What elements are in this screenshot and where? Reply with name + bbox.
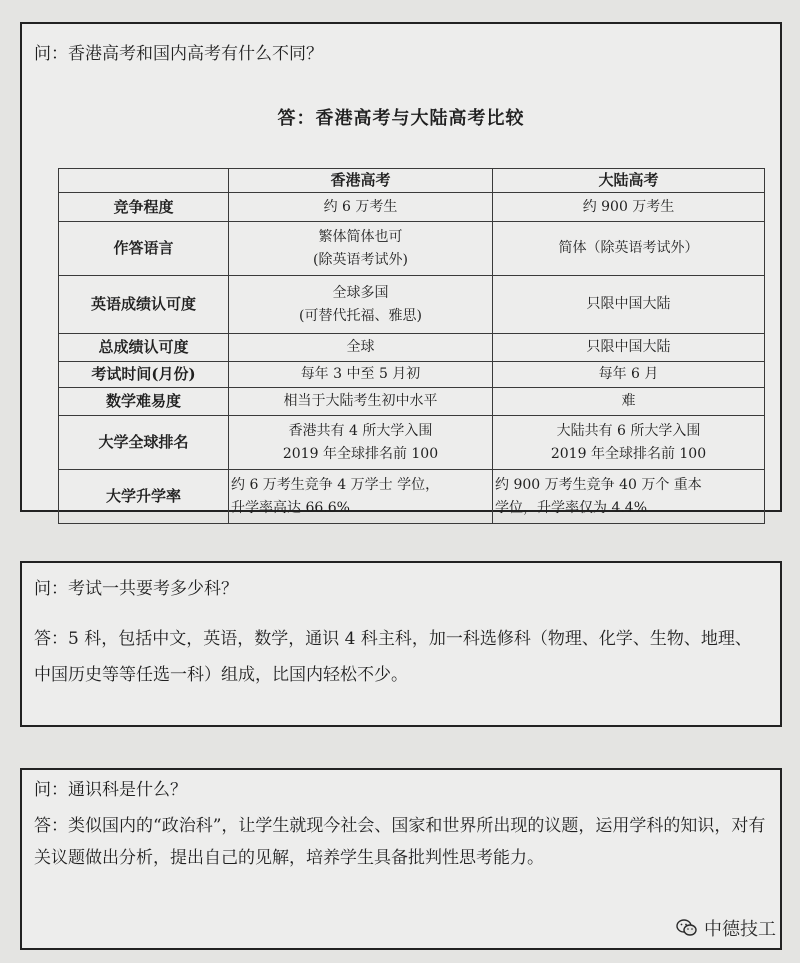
cell-line: 约 6 万考生竞争 4 万学士 学位，: [231, 476, 440, 493]
row-label: 作答语言: [59, 222, 229, 276]
question-1: 问：香港高考和国内高考有什么不同？: [34, 44, 323, 64]
cell-line: 约 900 万考生: [582, 198, 675, 215]
cell-line: 每年 6 月: [598, 366, 659, 382]
cell-line: 学位，升学率仅为 4.4%: [495, 499, 648, 516]
table-header-row: [59, 169, 765, 193]
answer-3: 答：类似国内的“政治科”，让学生就现今社会、国家和世界所出现的议题，运用学科的知识，对有关议题做出分析，提出自己的见解，培养学生具备批判性思考能力。: [34, 816, 766, 868]
question-3: 问：通识科是什么？: [34, 780, 187, 800]
comparison-table: [58, 168, 765, 524]
cell-line: 大陆共有 6 所大学入围: [556, 422, 701, 439]
row-label: 竞争程度: [59, 193, 229, 222]
watermark: [676, 915, 776, 941]
hk-cell: [229, 276, 493, 334]
hk-cell: [229, 362, 493, 388]
hk-cell: [229, 334, 493, 362]
hk-cell: [229, 193, 493, 222]
watermark-text: 中德技工: [704, 919, 776, 940]
header-cell: 大陆高考: [493, 169, 765, 193]
wechat-icon: [676, 919, 698, 937]
header-cell: 香港高考: [229, 169, 493, 193]
answer-2: 答：5 科，包括中文，英语，数学，通识 4 科主科，加一科选修科（物理、化学、生物、地理、中国历史等等任选一科）组成，比国内轻松不少。: [34, 629, 752, 685]
ml-cell: [493, 362, 765, 388]
cell-line: 香港共有 4 所大学入围: [288, 422, 433, 439]
hk-cell: [229, 222, 493, 276]
cell-line: 相当于大陆考生初中水平: [283, 393, 438, 409]
cell-line: 简体（除英语考试外）: [558, 240, 699, 256]
cell-line: 只限中国大陆: [586, 296, 671, 312]
table-row: [59, 362, 765, 388]
cell-line: 2019 年全球排名前 100: [550, 445, 707, 462]
table-row: [59, 276, 765, 334]
hk-cell: [229, 388, 493, 416]
hk-cell: [229, 470, 493, 524]
ml-cell: [493, 416, 765, 470]
cell-line: (除英语考试外): [313, 251, 408, 268]
ml-cell: [493, 193, 765, 222]
cell-line: 只限中国大陆: [586, 339, 671, 355]
cell-line: 难: [621, 393, 636, 409]
row-label: 大学全球排名: [59, 416, 229, 470]
ml-cell: [493, 222, 765, 276]
table-row: [59, 388, 765, 416]
cell-line: 全球: [346, 339, 375, 355]
row-label: 英语成绩认可度: [59, 276, 229, 334]
row-label: 总成绩认可度: [59, 334, 229, 362]
table-row: [59, 416, 765, 470]
header-cell: [59, 169, 229, 193]
cell-line: 升学率高达 66.6%: [231, 499, 350, 516]
table-title: 答：香港高考与大陆高考比较: [277, 108, 525, 129]
cell-line: 繁体简体也可: [318, 228, 403, 245]
row-label: 数学难易度: [59, 388, 229, 416]
question-2: 问：考试一共要考多少科？: [34, 579, 238, 599]
liberal-studies-section: [20, 768, 782, 950]
row-label: 考试时间(月份): [59, 362, 229, 388]
cell-line: 约 6 万考生: [323, 198, 398, 215]
ml-cell: [493, 388, 765, 416]
cell-line: 每年 3 中至 5 月初: [300, 366, 421, 382]
ml-cell: [493, 470, 765, 524]
table-row: [59, 334, 765, 362]
table-row: [59, 222, 765, 276]
table-row: [59, 193, 765, 222]
row-label: 大学升学率: [59, 470, 229, 524]
subjects-section: [20, 561, 782, 727]
table-row: [59, 470, 765, 524]
hk-cell: [229, 416, 493, 470]
ml-cell: [493, 276, 765, 334]
comparison-section: [20, 22, 782, 516]
cell-line: 约 900 万考生竞争 40 万个 重本: [495, 476, 702, 493]
ml-cell: [493, 334, 765, 362]
cell-line: (可替代托福、雅思): [299, 307, 422, 324]
cell-line: 2019 年全球排名前 100: [282, 445, 439, 462]
cell-line: 全球多国: [332, 284, 389, 301]
